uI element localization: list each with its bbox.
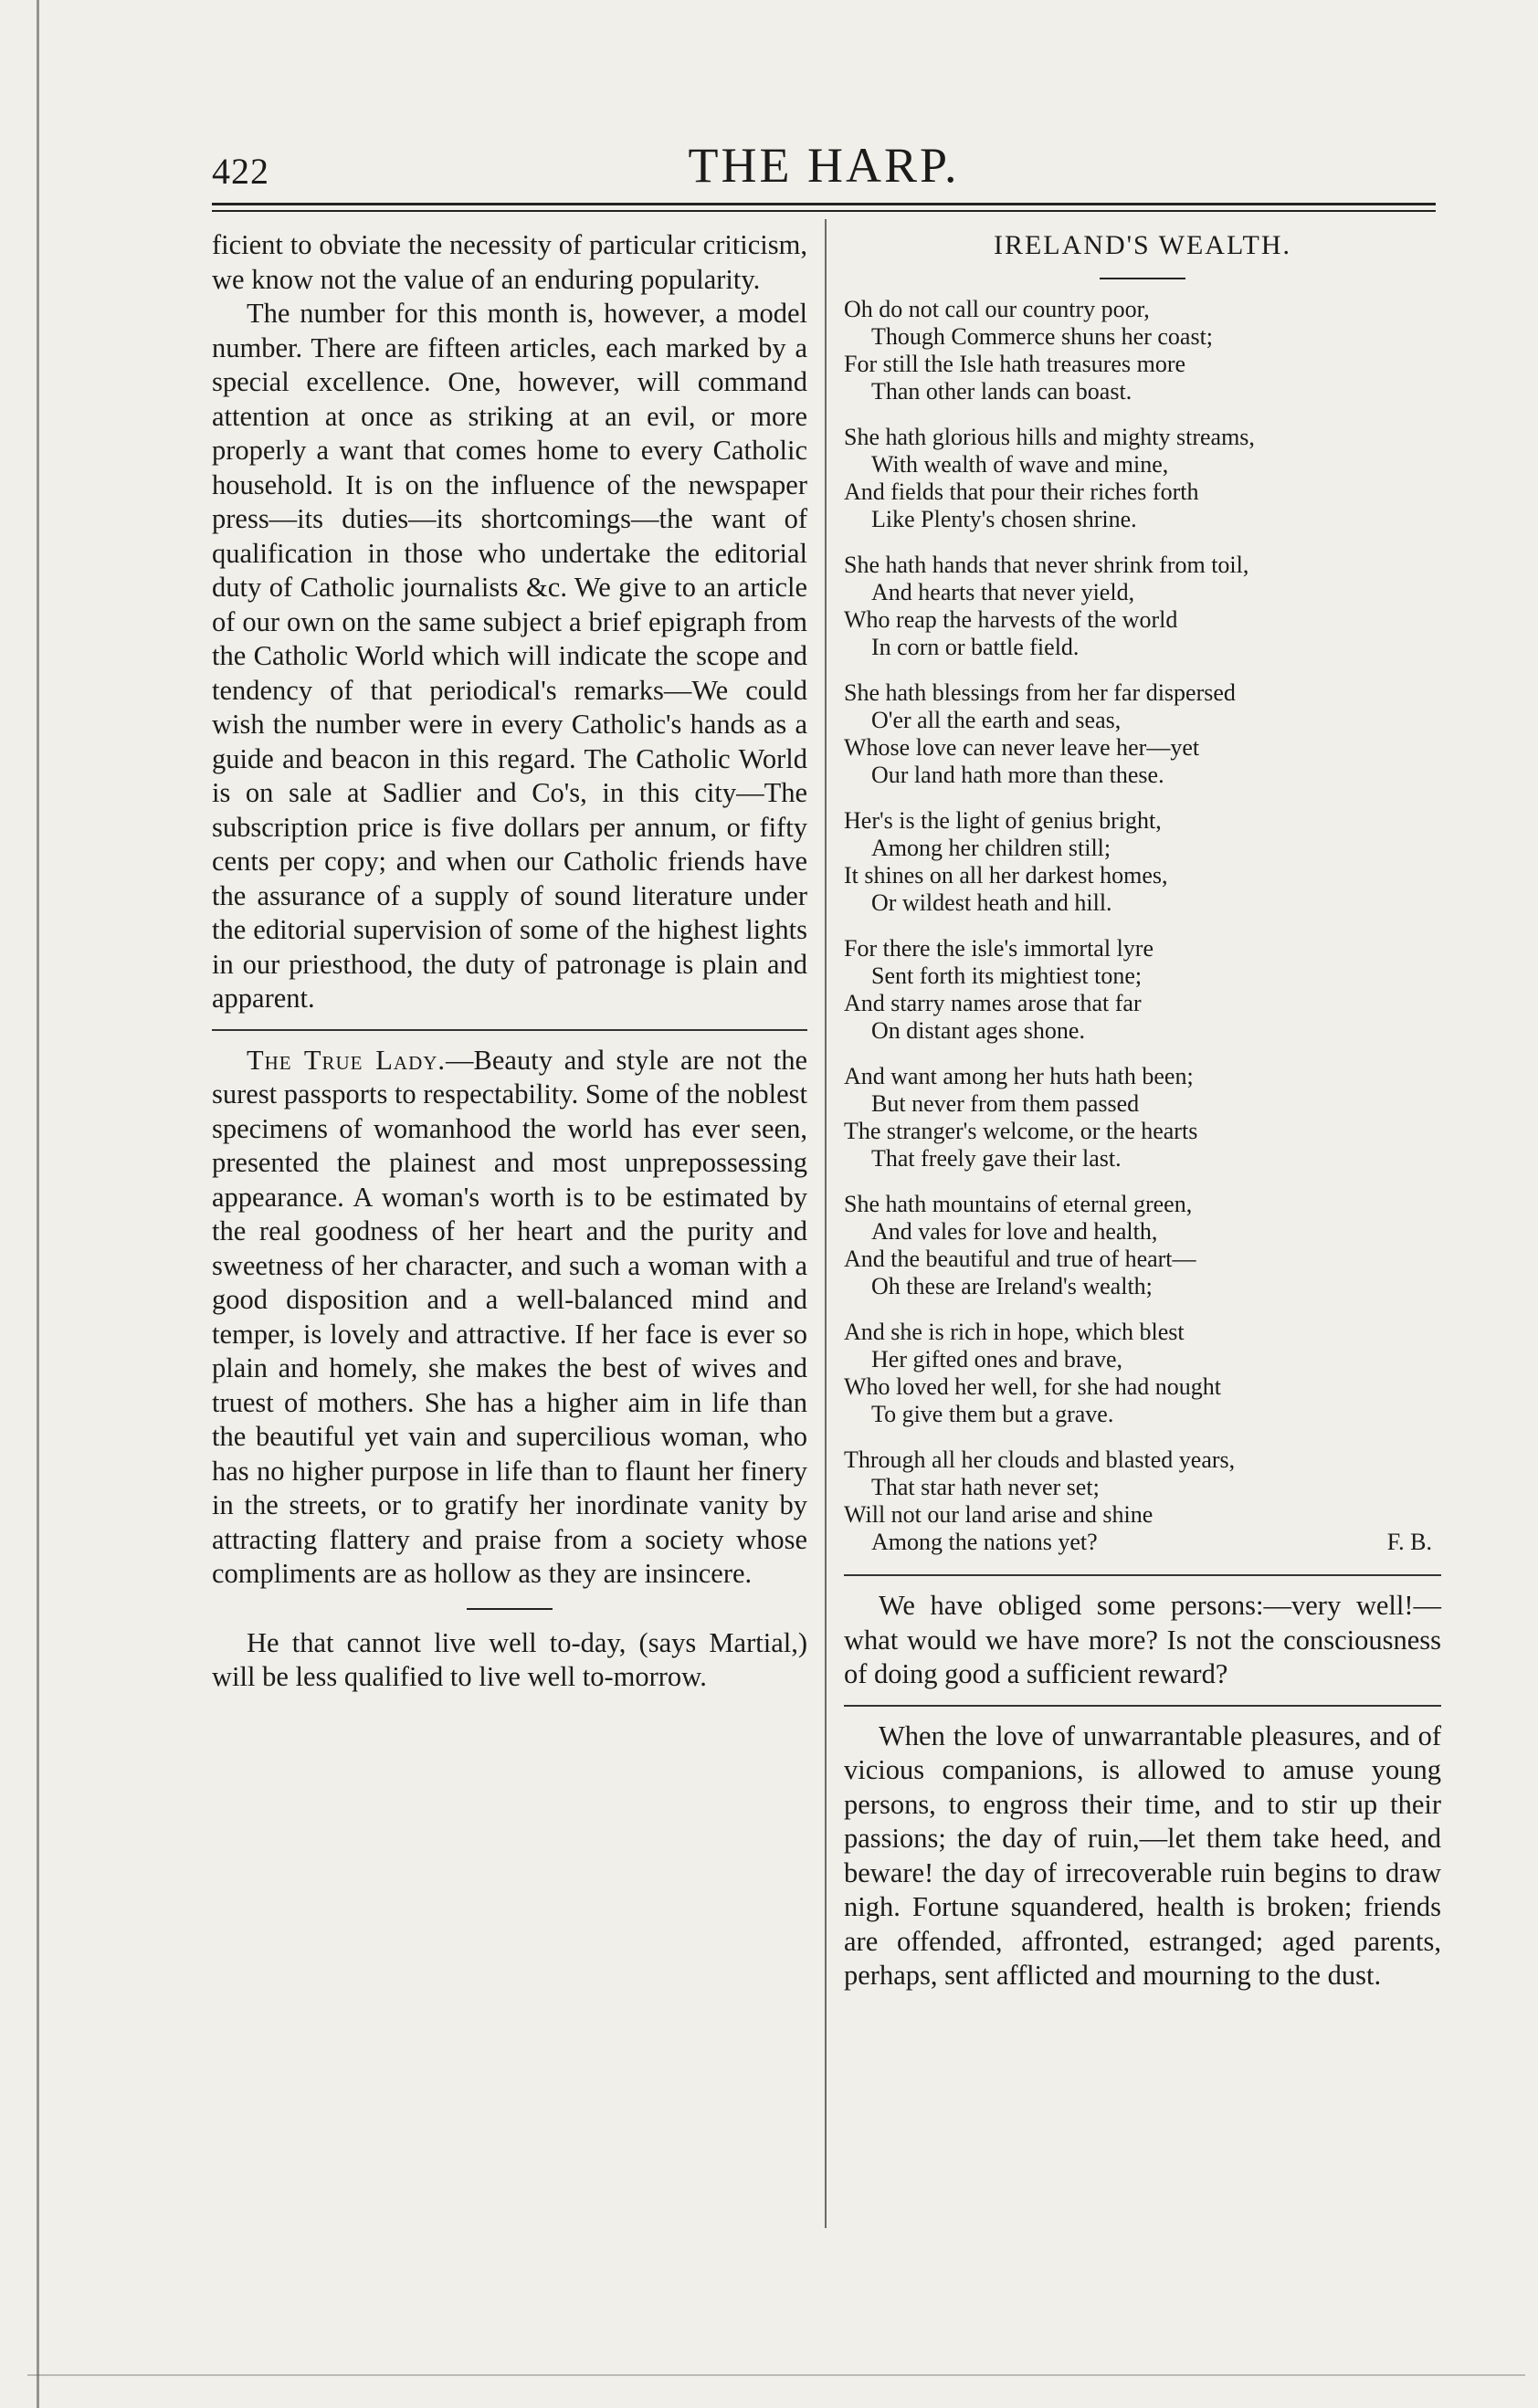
section-rule — [212, 1029, 807, 1031]
poem-stanza — [844, 1063, 1441, 1172]
pleasures-paragraph: When the love of unwarrantable pleasures, and of vicious companions, is allowed to amuse young persons, to engross their time, and to stir up their passions; the day of ruin,—let them take heed, and beware! the day of irrecoverable ruin begins to draw nigh. Fortune squandered, health is broken; friends are offended, affronted, estranged; aged parents, perhaps, sent afflicted and mourning to the dust. — [844, 1719, 1441, 1991]
poem-line: Than other lands can boast. — [871, 378, 1132, 405]
column-divider — [825, 219, 827, 2228]
poem-line: Who reap the harvests of the world — [844, 606, 1178, 633]
poem-line: Who loved her well, for she had nought — [844, 1373, 1222, 1400]
poem-stanza — [844, 807, 1441, 917]
poem-line: And vales for love and health, — [871, 1218, 1158, 1245]
poem-stanza — [844, 935, 1441, 1045]
true-lady-text: —Beauty and style are not the surest passports to respectability. Some of the noblest specimens of womanhood the world has ever seen, presented the plainest and most unprepossessing appearance. A woman's worth is to be estimated by the real goodness of her heart and the purity and sweetness of her character, and such a woman with a good disposition and a well-balanced mind and temper, is lovely and attractive. If her face is ever so plain and homely, she makes the best of wives and truest of mothers. She has a higher aim in life than the beautiful yet vain and supercilious woman, who has no higher purpose in life than to flaunt her finery in the streets, or to gratify her inordinate vanity by attracting flattery and praise from a society whose compliments are as hollow as they are insincere. — [212, 1044, 807, 1589]
poem-line: And starry names arose that far — [844, 990, 1142, 1016]
short-separator — [467, 1608, 553, 1610]
poem-stanza — [844, 1191, 1441, 1300]
poem-line: And hearts that never yield, — [871, 579, 1135, 605]
poem-line: Our land hath more than these. — [871, 762, 1164, 788]
page-header — [212, 137, 1436, 201]
poem-line: That star hath never set; — [871, 1474, 1100, 1500]
poem-stanza — [844, 679, 1441, 789]
poem-title: IRELAND'S WEALTH. — [993, 230, 1292, 260]
poem-line: Her's is the light of genius bright, — [844, 807, 1162, 834]
poem-line: And fields that pour their riches forth — [844, 478, 1199, 505]
poem-stanza — [844, 296, 1441, 405]
header-rule-bottom — [212, 210, 1436, 212]
obliged-paragraph: We have obliged some persons:—very well!—what would we have more? Is not the consciousness of doing good a sufficient reward? — [844, 1590, 1441, 1689]
poem-line: Oh do not call our country poor, — [844, 296, 1150, 322]
martial-paragraph: He that cannot live well to-day, (says Martial,) will be less qualified to live well to-morrow. — [212, 1626, 807, 1692]
poem-line: For there the isle's immortal lyre — [844, 935, 1154, 962]
poem-line: She hath glorious hills and mighty streams, — [844, 424, 1255, 450]
pleasures-rule — [844, 1705, 1441, 1707]
running-title: THE HARP. — [688, 138, 960, 193]
poem-body — [844, 296, 1441, 1556]
poem-line: And the beautiful and true of heart— — [844, 1246, 1196, 1272]
page-bottom-edge — [27, 2374, 1525, 2376]
poem-line: Among the nations yet? F. B. — [844, 1529, 1441, 1556]
poem-line: Among her children still; — [871, 835, 1111, 861]
poem-stanza — [844, 1319, 1441, 1428]
poem-stanza — [844, 1446, 1441, 1556]
poem-stanza — [844, 424, 1441, 533]
poem-line: Whose love can never leave her—yet — [844, 734, 1200, 761]
poem-line: Her gifted ones and brave, — [871, 1346, 1123, 1372]
poem-line: But never from them passed — [871, 1090, 1140, 1117]
poem-line: O'er all the earth and seas, — [871, 707, 1122, 733]
poem-stanza — [844, 552, 1441, 661]
poem-line: Sent forth its mightiest tone; — [871, 962, 1143, 989]
page-binding-edge — [37, 0, 39, 2408]
poem-line: With wealth of wave and mine, — [871, 451, 1169, 478]
page-number: 422 — [212, 151, 269, 192]
poem-end-rule — [844, 1574, 1441, 1576]
poem-line: Through all her clouds and blasted years, — [844, 1446, 1236, 1473]
poem-line: Like Plenty's chosen shrine. — [871, 506, 1137, 532]
poem-signature: F. B. — [1386, 1529, 1432, 1555]
poem-line: Oh these are Ireland's wealth; — [871, 1273, 1153, 1299]
poem-line: Will not our land arise and shine — [844, 1501, 1154, 1528]
poem-line: To give them but a grave. — [871, 1401, 1114, 1427]
header-rule-top — [212, 203, 1436, 205]
continuation-paragraph: ficient to obviate the necessity of particular criticism, we know not the value of an enduring popularity. — [212, 229, 807, 295]
true-lady-paragraph — [212, 1044, 807, 1592]
poem-line: In corn or battle field. — [871, 634, 1080, 660]
poem-line: On distant ages shone. — [871, 1017, 1085, 1044]
poem-line: She hath hands that never shrink from toil, — [844, 552, 1249, 578]
poem-line: Though Commerce shuns her coast; — [871, 323, 1214, 350]
poem-line: And she is rich in hope, which blest — [844, 1319, 1185, 1345]
poem-line: That freely gave their last. — [871, 1145, 1122, 1172]
true-lady-heading: The True Lady. — [247, 1044, 447, 1076]
poem-title-separator — [1100, 278, 1185, 279]
left-column — [212, 228, 807, 1695]
poem-line: For still the Isle hath treasures more — [844, 351, 1186, 377]
poem-line: And want among her huts hath been; — [844, 1063, 1194, 1089]
poem-line: She hath mountains of eternal green, — [844, 1191, 1193, 1217]
right-column — [844, 228, 1441, 1993]
poem-line: She hath blessings from her far dispersed — [844, 679, 1236, 706]
review-paragraph: The number for this month is, however, a model number. There are fifteen articles, each marked by a special excellence. One, however, will command attention at once as striking at an evil, or more properly a want that comes home to every Catholic household. It is on the influence of the newspaper press—its duties—its shortcomings—the want of qualification in those who undertake the editorial duty of Catholic journalists &c. We give to an article of our own on the same subject a brief epigraph from the Catholic World which will indicate the scope and tendency of that periodical's remarks—We could wish the number were in every Catholic's hands as a guide and beacon in this regard. The Catholic World is on sale at Sadlier and Co's, in this city—The subscription price is five dollars per annum, or fifty cents per copy; and when our Catholic friends have the assurance of a supply of sound literature under the editorial supervision of some of the highest lights in our priesthood, the duty of patronage is plain and apparent. — [212, 298, 807, 1014]
poem-line: It shines on all her darkest homes, — [844, 862, 1168, 889]
poem-line: Or wildest heath and hill. — [871, 889, 1112, 916]
poem-line: The stranger's welcome, or the hearts — [844, 1118, 1198, 1144]
